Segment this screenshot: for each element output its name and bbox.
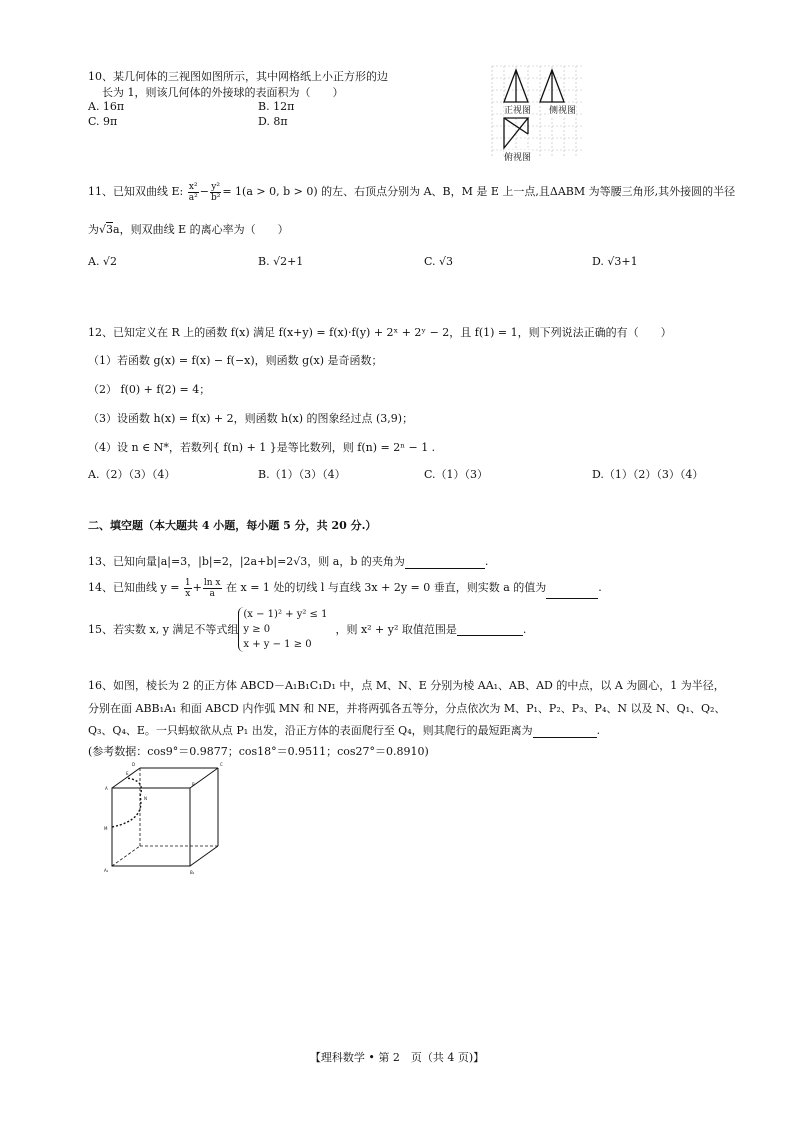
q12-item-3: （3）设函数 h(x) = f(x) + 2，则函数 h(x) 的图象经过点 (3,9)；	[88, 412, 414, 425]
q12-option-c: C.（1）（3）	[424, 468, 489, 481]
q11-prefix: 11、已知双曲线 E:	[88, 185, 184, 198]
q12-item-2: （2） f(0) + f(2) = 4；	[88, 383, 211, 396]
q11-option-a: A. √2	[88, 255, 117, 268]
q13-answer-blank[interactable]	[405, 568, 485, 569]
q10-line1: 10、某几何体的三视图如图所示，其中网格纸上小正方形的边	[88, 70, 388, 83]
cube-label-b: B	[192, 782, 195, 787]
q13-line: 13、已知向量|a|=3，|b|=2，|2a+b|=2√3，则 a，b 的夹角为 .	[88, 555, 489, 568]
q12-stem: 12、已知定义在 R 上的函数 f(x) 满足 f(x+y) = f(x)·f(y) + 2ˣ + 2ʸ − 2，且 f(1) = 1，则下列说法正确的有（ ）	[88, 326, 672, 339]
q10-option-b: B. 12π	[258, 100, 295, 113]
q12-item-1: （1）若函数 g(x) = f(x) − f(−x)，则函数 g(x) 是奇函数；	[88, 354, 383, 367]
cube-label-e: E	[126, 771, 129, 776]
q11-option-c: C. √3	[424, 255, 454, 268]
q11-eq-tail: = 1(a > 0, b > 0)	[222, 185, 318, 198]
q16-line1: 16、如图，棱长为 2 的正方体 ABCD－A₁B₁C₁D₁ 中，点 M、N、E 分别为棱 AA₁、AB、AD 的中点，以 A 为圆心，1 为半径，	[88, 679, 725, 692]
q12-option-d: D.（1）（2）（3）（4）	[592, 468, 704, 481]
q12-item-4: （4）设 n ∈ N*，若数列{ f(n) + 1 }是等比数列，则 f(n) = 2ⁿ − 1 .	[88, 441, 436, 454]
q14-line: 14、已知曲线 y = $\frac{1}{x}$ + $\frac{\text{ln x}}{a}$ 在 x = 1 处的切线 l 与直线 3x + 2y = 0 垂直，则实数 a 的值为 .	[88, 577, 602, 599]
cube-front-face	[112, 788, 190, 866]
q16-answer-blank[interactable]	[533, 737, 597, 738]
q16-line3: Q₃、Q₄、E。一只蚂蚁欲从点 P₁ 出发，沿正方体的表面爬行至 Q₄，则其爬行的最短距离为 .	[88, 724, 601, 737]
q16-reference-data: (参考数据：cos9°＝0.9877；cos18°＝0.9511；cos27°＝0.8910)	[88, 745, 429, 758]
cube-figure	[100, 760, 230, 880]
cube-label-d: D	[132, 762, 136, 767]
side-view-label: 侧视图	[549, 103, 576, 116]
cube-label-a1: A₁	[104, 868, 109, 873]
cube-label-b1: B₁	[190, 870, 195, 875]
q14-answer-blank[interactable]	[546, 598, 598, 599]
cube-label-c: C	[220, 762, 223, 767]
q11-option-b: B. √2+1	[258, 255, 304, 268]
q11-line1: 11、已知双曲线 E: $\frac{\text{x²}}{\text{a²}}$ − $\frac{\text{y²}}{\text{b²}}$ = 1(a > 0, b > 0) 的左、右顶点分别为 A、B，M 是 E 上一点,且ΔABM 为等腰三角形,其外接圆的半径	[88, 181, 736, 203]
q11-suffix: 的左、右顶点分别为 A、B，M 是 E 上一点,且ΔABM 为等腰三角形,其外接圆的半径	[317, 185, 736, 198]
arc-mn	[112, 796, 141, 827]
q15-answer-blank[interactable]	[457, 623, 523, 636]
q15-line: 15、若实数 x, y 满足不等式组 (x − 1)² + y² ≤ 1 y ≥ 0 x + y − 1 ≥ 0 ，则 x² + y² 取值范围是 .	[88, 608, 527, 650]
cube-label-m: M	[104, 826, 108, 831]
section-title-fill-in: 二、填空题（本大题共 4 小题，每小题 5 分，共 20 分.）	[88, 519, 377, 532]
cube-label-n: N	[144, 796, 147, 801]
q10-option-c: C. 9π	[88, 115, 118, 128]
q15-inequality-system: (x − 1)² + y² ≤ 1 y ≥ 0 x + y − 1 ≥ 0	[238, 607, 327, 652]
q11-option-d: D. √3+1	[592, 255, 638, 268]
cube-label-a: A	[105, 786, 108, 791]
q10-option-a: A. 16π	[88, 100, 125, 113]
q12-option-b: B.（1）（3）（4）	[258, 468, 346, 481]
q10-option-d: D. 8π	[258, 115, 288, 128]
arc-ne	[126, 778, 141, 796]
q11-line2: 为√3a，则双曲线 E 的离心率为（ ）	[88, 223, 289, 236]
top-view-label: 俯视图	[504, 150, 531, 163]
front-view-label: 正视图	[504, 103, 531, 116]
q10-line2: 长为 1，则该几何体的外接球的表面积为（ ）	[102, 86, 344, 99]
page-footer: 【理科数学 • 第 2 页（共 4 页)】	[309, 1051, 485, 1064]
q16-line2: 分别在面 ABB₁A₁ 和面 ABCD 内作弧 MN 和 NE，并将两弧各五等分，分点依次为 M、P₁、P₂、P₃、P₄、N 以及 N、Q₁、Q₂、	[88, 702, 726, 715]
q12-option-a: A.（2）（3）（4）	[88, 468, 176, 481]
